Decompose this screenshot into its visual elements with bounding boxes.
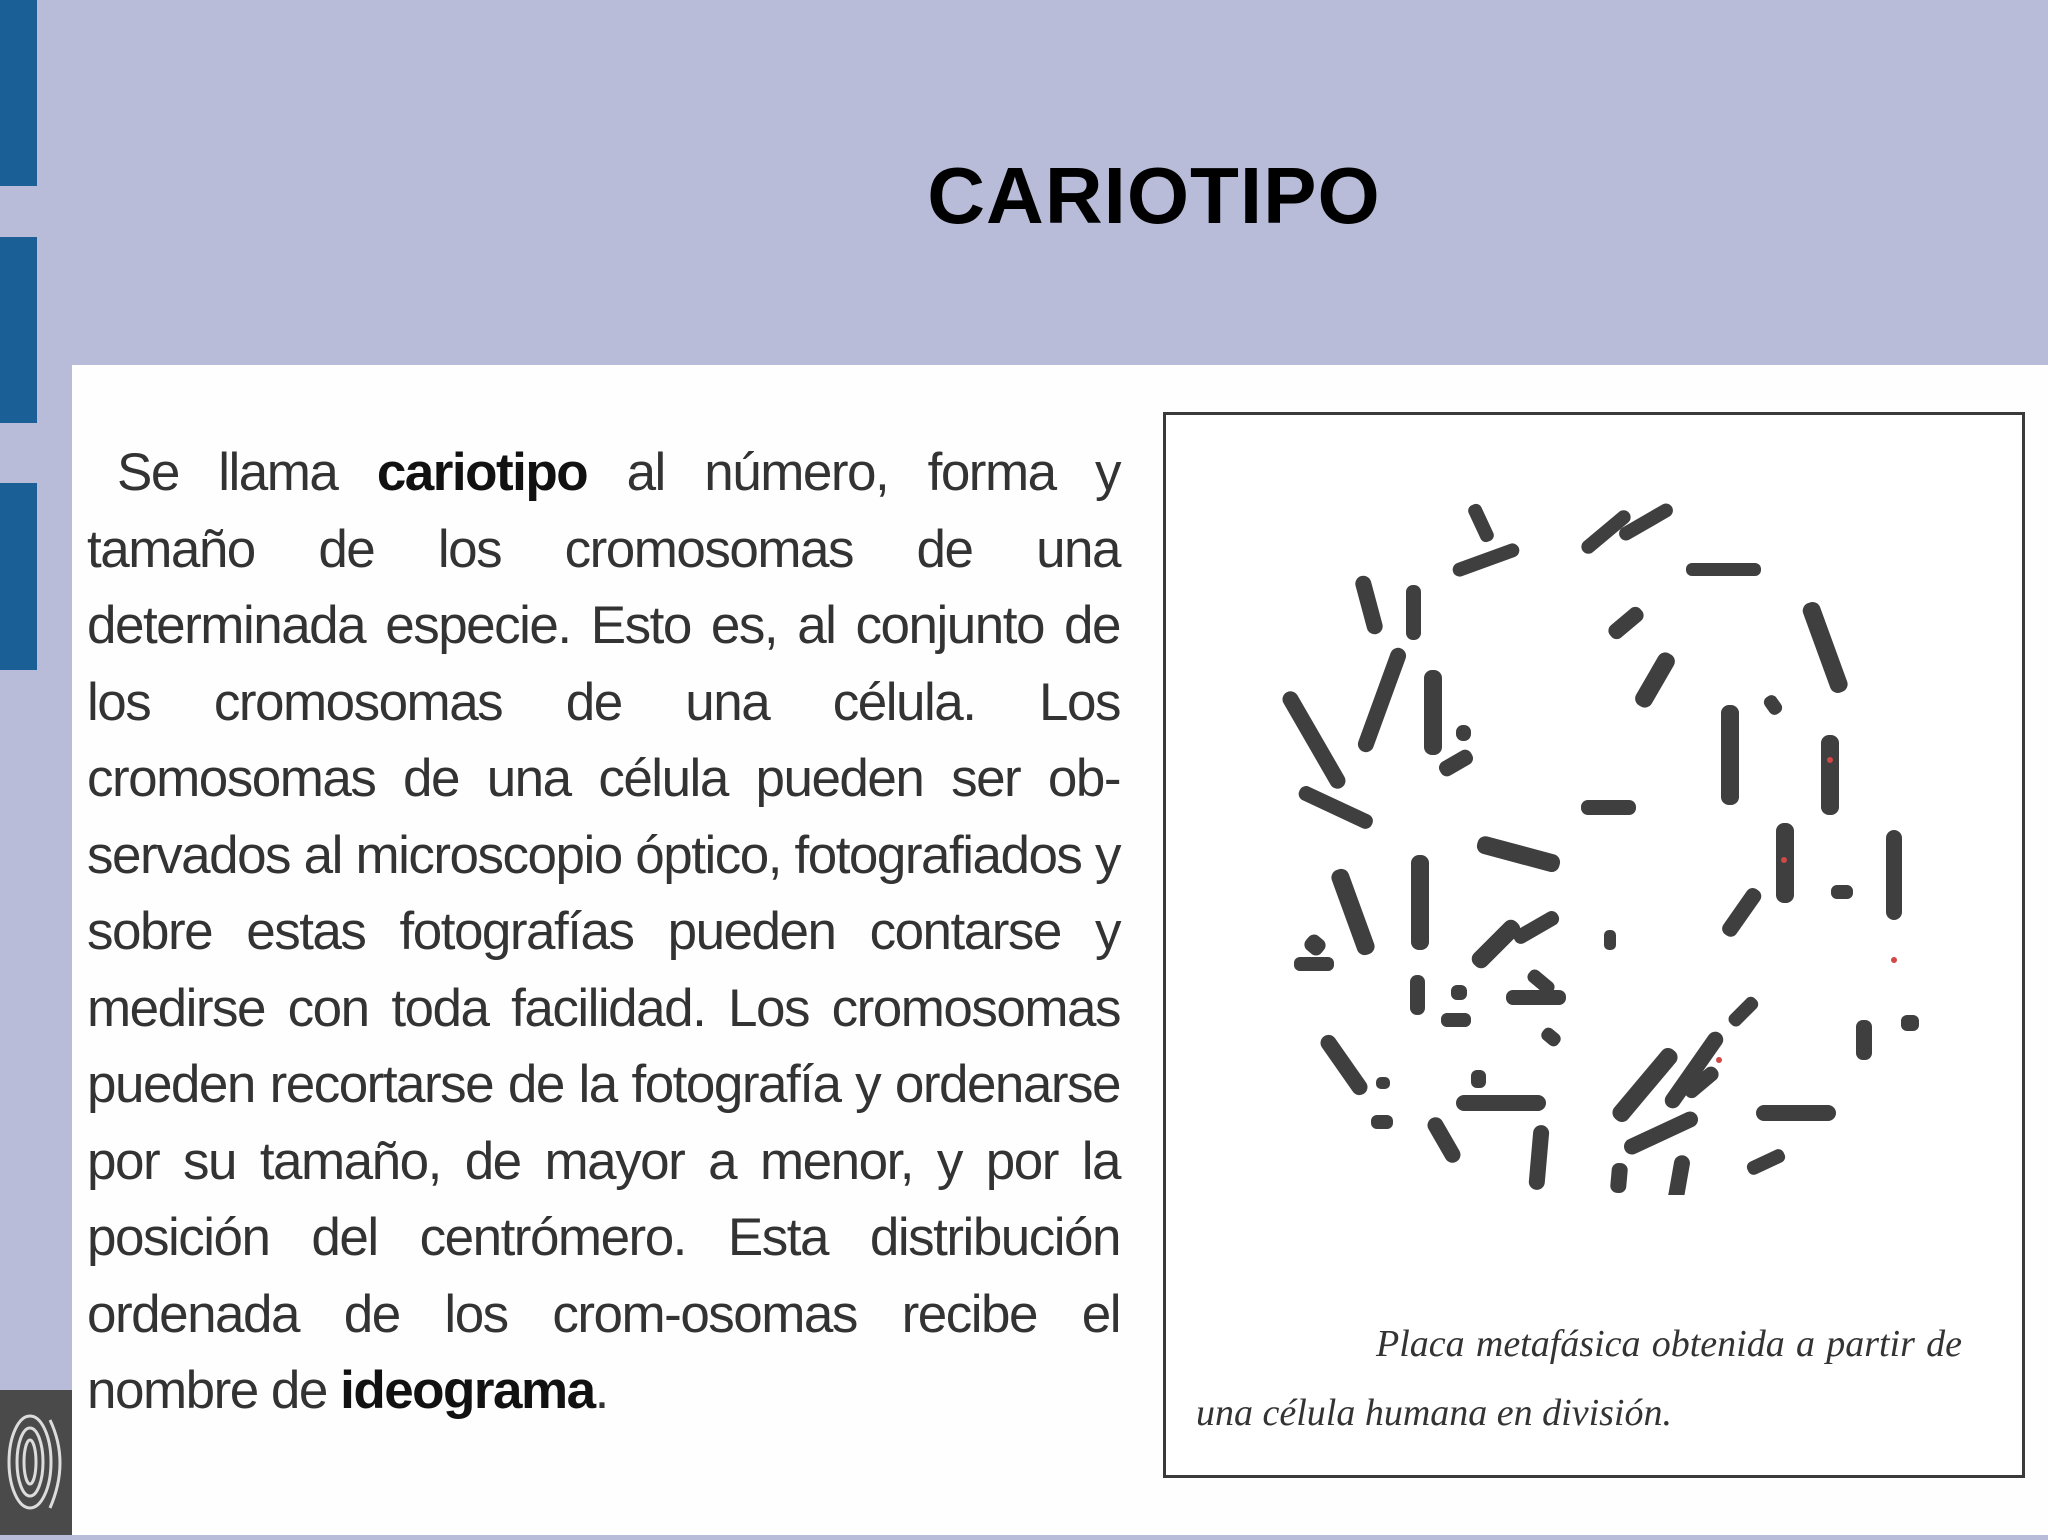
side-decoration-bar (0, 0, 37, 186)
paragraph-text: al número, forma y tamaño de los cromosomas de una determinada especie. Esto es, al conjunto de los cromosomas de una célula. Los cromosomas de una célula pueden ser ob-servados al microscopio óptico, fotografiados y sobre estas fotografías pueden contarse y medirse con toda facilidad. Los cromosomas pueden recortarse de la fotografía y ordenarse por su tamaño, de mayor a menor, y por la posición del centrómero. Esta distribución ordenada de los crom-osomas recibe el nombre de (87, 443, 1120, 1420)
paragraph-text: Se llama (117, 443, 377, 502)
paragraph-text: . (594, 1361, 608, 1420)
metaphase-figure (1163, 412, 2025, 1478)
term-cariotipo: cariotipo (376, 443, 588, 502)
figure-caption: Placa metafásica obtenida a partir de una célula humana en división. (1196, 1323, 1962, 1434)
slide-title: CARIOTIPO (927, 151, 1381, 240)
content-panel (72, 365, 2048, 1535)
karyotype-paragraph (87, 435, 1120, 1430)
term-ideograma: ideograma (340, 1361, 595, 1420)
side-decoration-bar (0, 483, 37, 670)
side-decoration-bar (0, 237, 37, 423)
logo (0, 1390, 72, 1535)
metaphase-chromosome-image (1166, 415, 2022, 1195)
